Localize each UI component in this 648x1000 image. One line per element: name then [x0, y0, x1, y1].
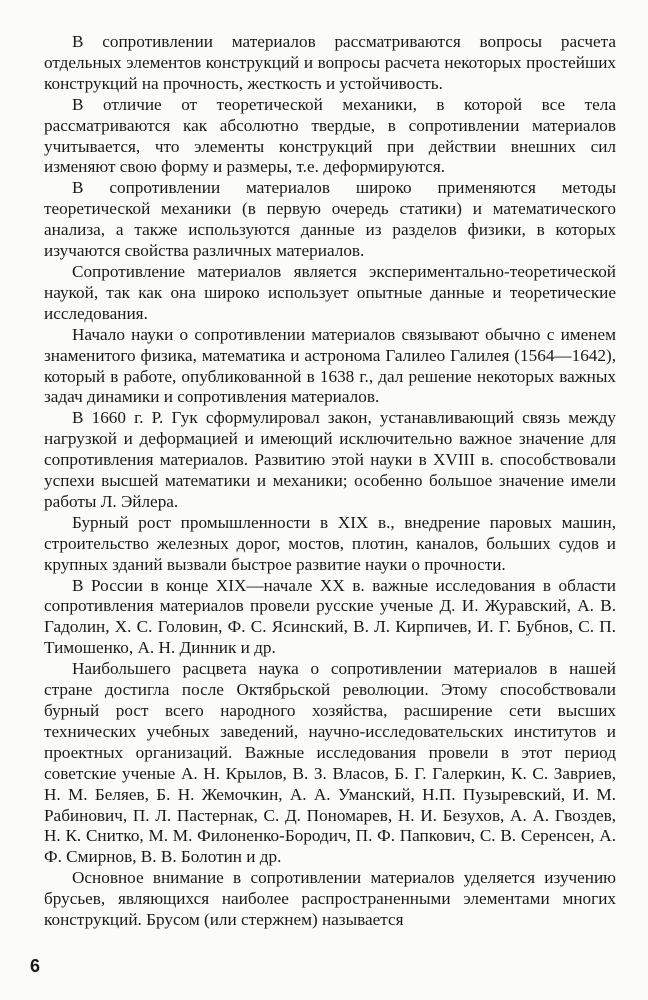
body-text	[44, 32, 616, 931]
page-number: 6	[30, 956, 41, 976]
paragraph-5: Начало науки о сопротивлении материалов связывают обычно с именем знаменитого физика, математика и астронома Галилео Галилея (1564—1642), который в работе, опубликованной в 1638 г., дал решение некоторых важных задач динамики и сопротивления материалов.	[44, 324, 616, 407]
paragraph-7: Бурный рост промышленности в XIX в., внедрение паровых машин, строительство железных дорог, мостов, плотин, каналов, больших судов и крупных зданий вызвали быстрое развитие науки о прочности.	[44, 512, 616, 574]
paragraph-1: В сопротивлении материалов рассматриваются вопросы расчета отдельных элементов конструкций и вопросы расчета некоторых простейших конструкций на прочность, жесткость и устойчивость.	[44, 32, 616, 93]
paragraph-10: Основное внимание в сопротивлении материалов уделяется изучению брусьев, являющихся наиболее распространенными элементами многих конструкций. Брусом (или стержнем) называется	[44, 868, 616, 930]
paragraph-9: Наибольшего расцвета наука о сопротивлении материалов в нашей стране достигла после Октябрьской революции. Этому способствовали бурный рост всего народного хозяйства, расширение сети высших технических учебных заведений, научно-исследовательских институтов и проектных организаций. Важные исследования провели в этот период советские ученые А. Н. Крылов, В. З. Власов, Б. Г. Галеркин, К. С. Завриев, Н. М. Беляев, Б. Н. Жемочкин, А. А. Уманский, Н.П. Пузыревский, И. М. Рабинович, П. Л. Пастернак, С. Д. Пономарев, Н. И. Безухов, А. А. Гвоздев, Н. К. Снитко, М. М. Филоненко-Бородич, П. Ф. Папкович, С. В. Серенсен, А. Ф. Смирнов, В. В. Болотин и др.	[44, 659, 616, 867]
paragraph-8: В России в конце XIX—начале XX в. важные исследования в области сопротивления материалов провели русские ученые Д. И. Журавский, А. В. Гадолин, Х. С. Головин, Ф. С. Ясинский, В. Л. Кирпичев, И. Г. Бубнов, С. П. Тимошенко, А. Н. Динник и др.	[44, 575, 616, 658]
paragraph-2: В отличие от теоретической механики, в которой все тела рассматриваются как абсолютно твердые, в сопротивлении материалов учитывается, что элементы конструкций при действии внешних сил изменяют свою форму и размеры, т.е. деформируются.	[44, 94, 616, 177]
paragraph-4: Сопротивление материалов является экспериментально-теоретической наукой, так как она широко использует опытные данные и теоретические исследования.	[44, 261, 616, 323]
paragraph-6: В 1660 г. Р. Гук сформулировал закон, устанавливающий связь между нагрузкой и деформацией и имеющий исключительно важное значение для сопротивления материалов. Развитию этой науки в XVIII в. способствовали успехи высшей математики и механики; особенно большое значение имели работы Л. Эйлера.	[44, 408, 616, 511]
paragraph-3: В сопротивлении материалов широко применяются методы теоретической механики (в первую очередь статики) и математического анализа, а также используются данные из разделов физики, в которых изучаются свойства различных материалов.	[44, 178, 616, 261]
